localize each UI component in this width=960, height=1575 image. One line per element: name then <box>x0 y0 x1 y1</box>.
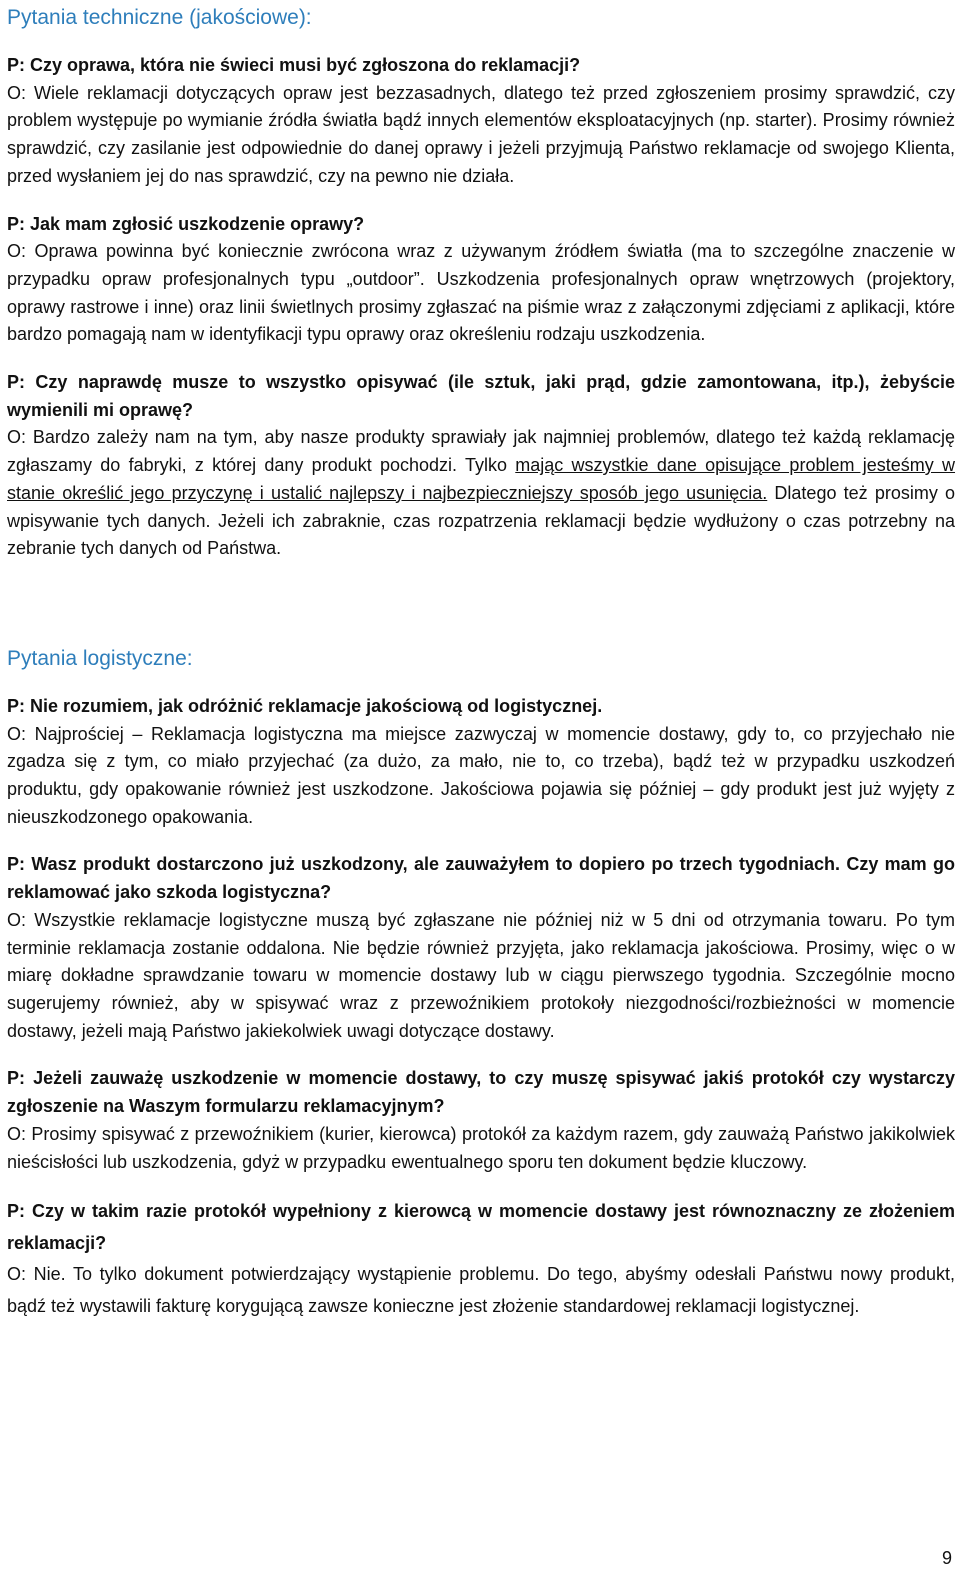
question: P: Jak mam zgłosić uszkodzenie oprawy? <box>7 213 365 234</box>
qa-item <box>7 1196 955 1322</box>
question: P: Czy oprawa, która nie świeci musi być zgłoszona do reklamacji? <box>7 55 581 75</box>
section-title: Pytania techniczne (jakościowe): <box>7 6 312 29</box>
answer: O: Prosimy spisywać z przewoźnikiem (kurier, kierowca) protokół za każdym razem, gdy zauważą Państwo jakikolwiek nieścisłości lub uszkodzenia, gdyż w przypadku ewentualnego sporu ten dokument będzie kluczowy. <box>7 1123 955 1172</box>
answer: O: Wszystkie reklamacje logistyczne muszą być zgłaszane nie później niż w 5 dni od otrzymania towaru. Po tym terminie reklamacja zostanie oddalona. Nie będzie również przyjęta, jako reklamacja jakościowa. Prosimy, więc o w miarę dokładne sprawdzanie towaru w momencie dostawy lub w ciągu pierwszego tygodnia. Szczególnie mocno sugerujemy również, aby w spisywać wraz z przewoźnikiem protokoły niezgodności/rozbieżności w momencie dostawy, jeżeli mają Państwo jakiekolwiek uwagi dotyczące dostawy. <box>7 909 955 1041</box>
qa-item <box>7 851 955 1045</box>
answer: O: Nie. To tylko dokument potwierdzający wystąpienie problemu. Do tego, abyśmy odesłali Państwu nowy produkt, bądź też wystawili fakturę korygującą zawsze konieczne jest złożenie standardowej reklamacji logistycznej. <box>7 1264 955 1316</box>
question: P: Wasz produkt dostarczono już uszkodzony, ale zauważyłem to dopiero po trzech tygodniach. Czy mam go reklamować jako szkoda logistyczna? <box>7 854 955 903</box>
qa-item <box>7 52 955 191</box>
answer-underlined-text: mając wszystkie dane opisujące problem jesteśmy w stanie określić jego przyczynę i ustalić najlepszy i najbezpieczniejszy sposób jego usunięcia. <box>7 455 956 503</box>
question: P: Czy naprawdę musze to wszystko opisywać (ile sztuk, jaki prąd, gdzie zamontowana, itp.), żebyście wymienili mi oprawę? <box>7 372 955 420</box>
answer-text: Dlatego też prosimy o wpisywanie tych danych. Jeżeli ich zabraknie, czas rozpatrzenia reklamacji będzie wydłużony o czas potrzebny na zebranie tych danych od Państwa. <box>7 482 956 559</box>
question: P: Czy w takim razie protokół wypełniony z kierowcą w momencie dostawy jest równoznaczny ze złożeniem reklamacji? <box>7 1201 955 1253</box>
question: P: Jeżeli zauważę uszkodzenie w momencie dostawy, to czy muszę spisywać jakiś protokół czy wystarczy zgłoszenie na Waszym formularzu reklamacyjnym? <box>7 1068 955 1117</box>
qa-item <box>7 369 955 563</box>
qa-item <box>7 1065 955 1176</box>
answer: O: Oprawa powinna być koniecznie zwrócona wraz z używanym źródłem światła (ma to szczególne znaczenie w przypadku opraw profesjonalnych typu „outdoor”. Uszkodzenia profesjonalnych opraw wnętrzowych (projektory, oprawy rastrowe i inne) oraz linii świetlnych prosimy zgłaszać na piśmie wraz z załączonymi zdjęciami z aplikacji, które bardzo pomagają nam w identyfikacji typu oprawy oraz określeniu rodzaju uszkodzenia. <box>7 241 955 345</box>
document-page <box>7 0 955 1322</box>
section-technical <box>7 4 955 563</box>
answer <box>7 424 955 563</box>
answer: O: Wiele reklamacji dotyczących opraw jest bezzasadnych, dlatego też przed zgłoszeniem prosimy sprawdzić, czy problem występuje po wymianie źródła światła bądź innych elementów eksploatacyjnych (np. starter). Prosimy również sprawdzić, czy zasilanie jest odpowiednie do danej oprawy i jeżeli przyjmują Państwo reklamacje od swojego Klienta, przed wysłaniem jej do nas sprawdzić, czy na pewno nie działa. <box>7 82 955 186</box>
page-number: 9 <box>941 1548 952 1568</box>
section-title: Pytania logistyczne: <box>7 646 193 670</box>
qa-item <box>7 693 955 832</box>
answer: O: Najprościej – Reklamacja logistyczna ma miejsce zazwyczaj w momencie dostawy, gdy to, co przyjechało nie zgadza się z tym, co miało przyjechać (za dużo, za mało, nie to, co trzeba), bądź też w przypadku uszkodzeń produktu, gdy opakowanie również jest uszkodzone. Jakościowa pojawia się później – gdy produkt jest już wyjęty z nieuszkodzonego opakowania. <box>7 723 955 827</box>
section-logistics <box>7 645 955 1322</box>
question: P: Nie rozumiem, jak odróżnić reklamacje jakościową od logistycznej. <box>7 695 603 716</box>
qa-item <box>7 211 955 350</box>
answer-text: O: Bardzo zależy nam na tym, aby nasze produkty sprawiały jak najmniej problemów, dlatego też każdą reklamację zgłaszamy do fabryki, z której dany produkt pochodzi. Tylko <box>7 427 955 476</box>
